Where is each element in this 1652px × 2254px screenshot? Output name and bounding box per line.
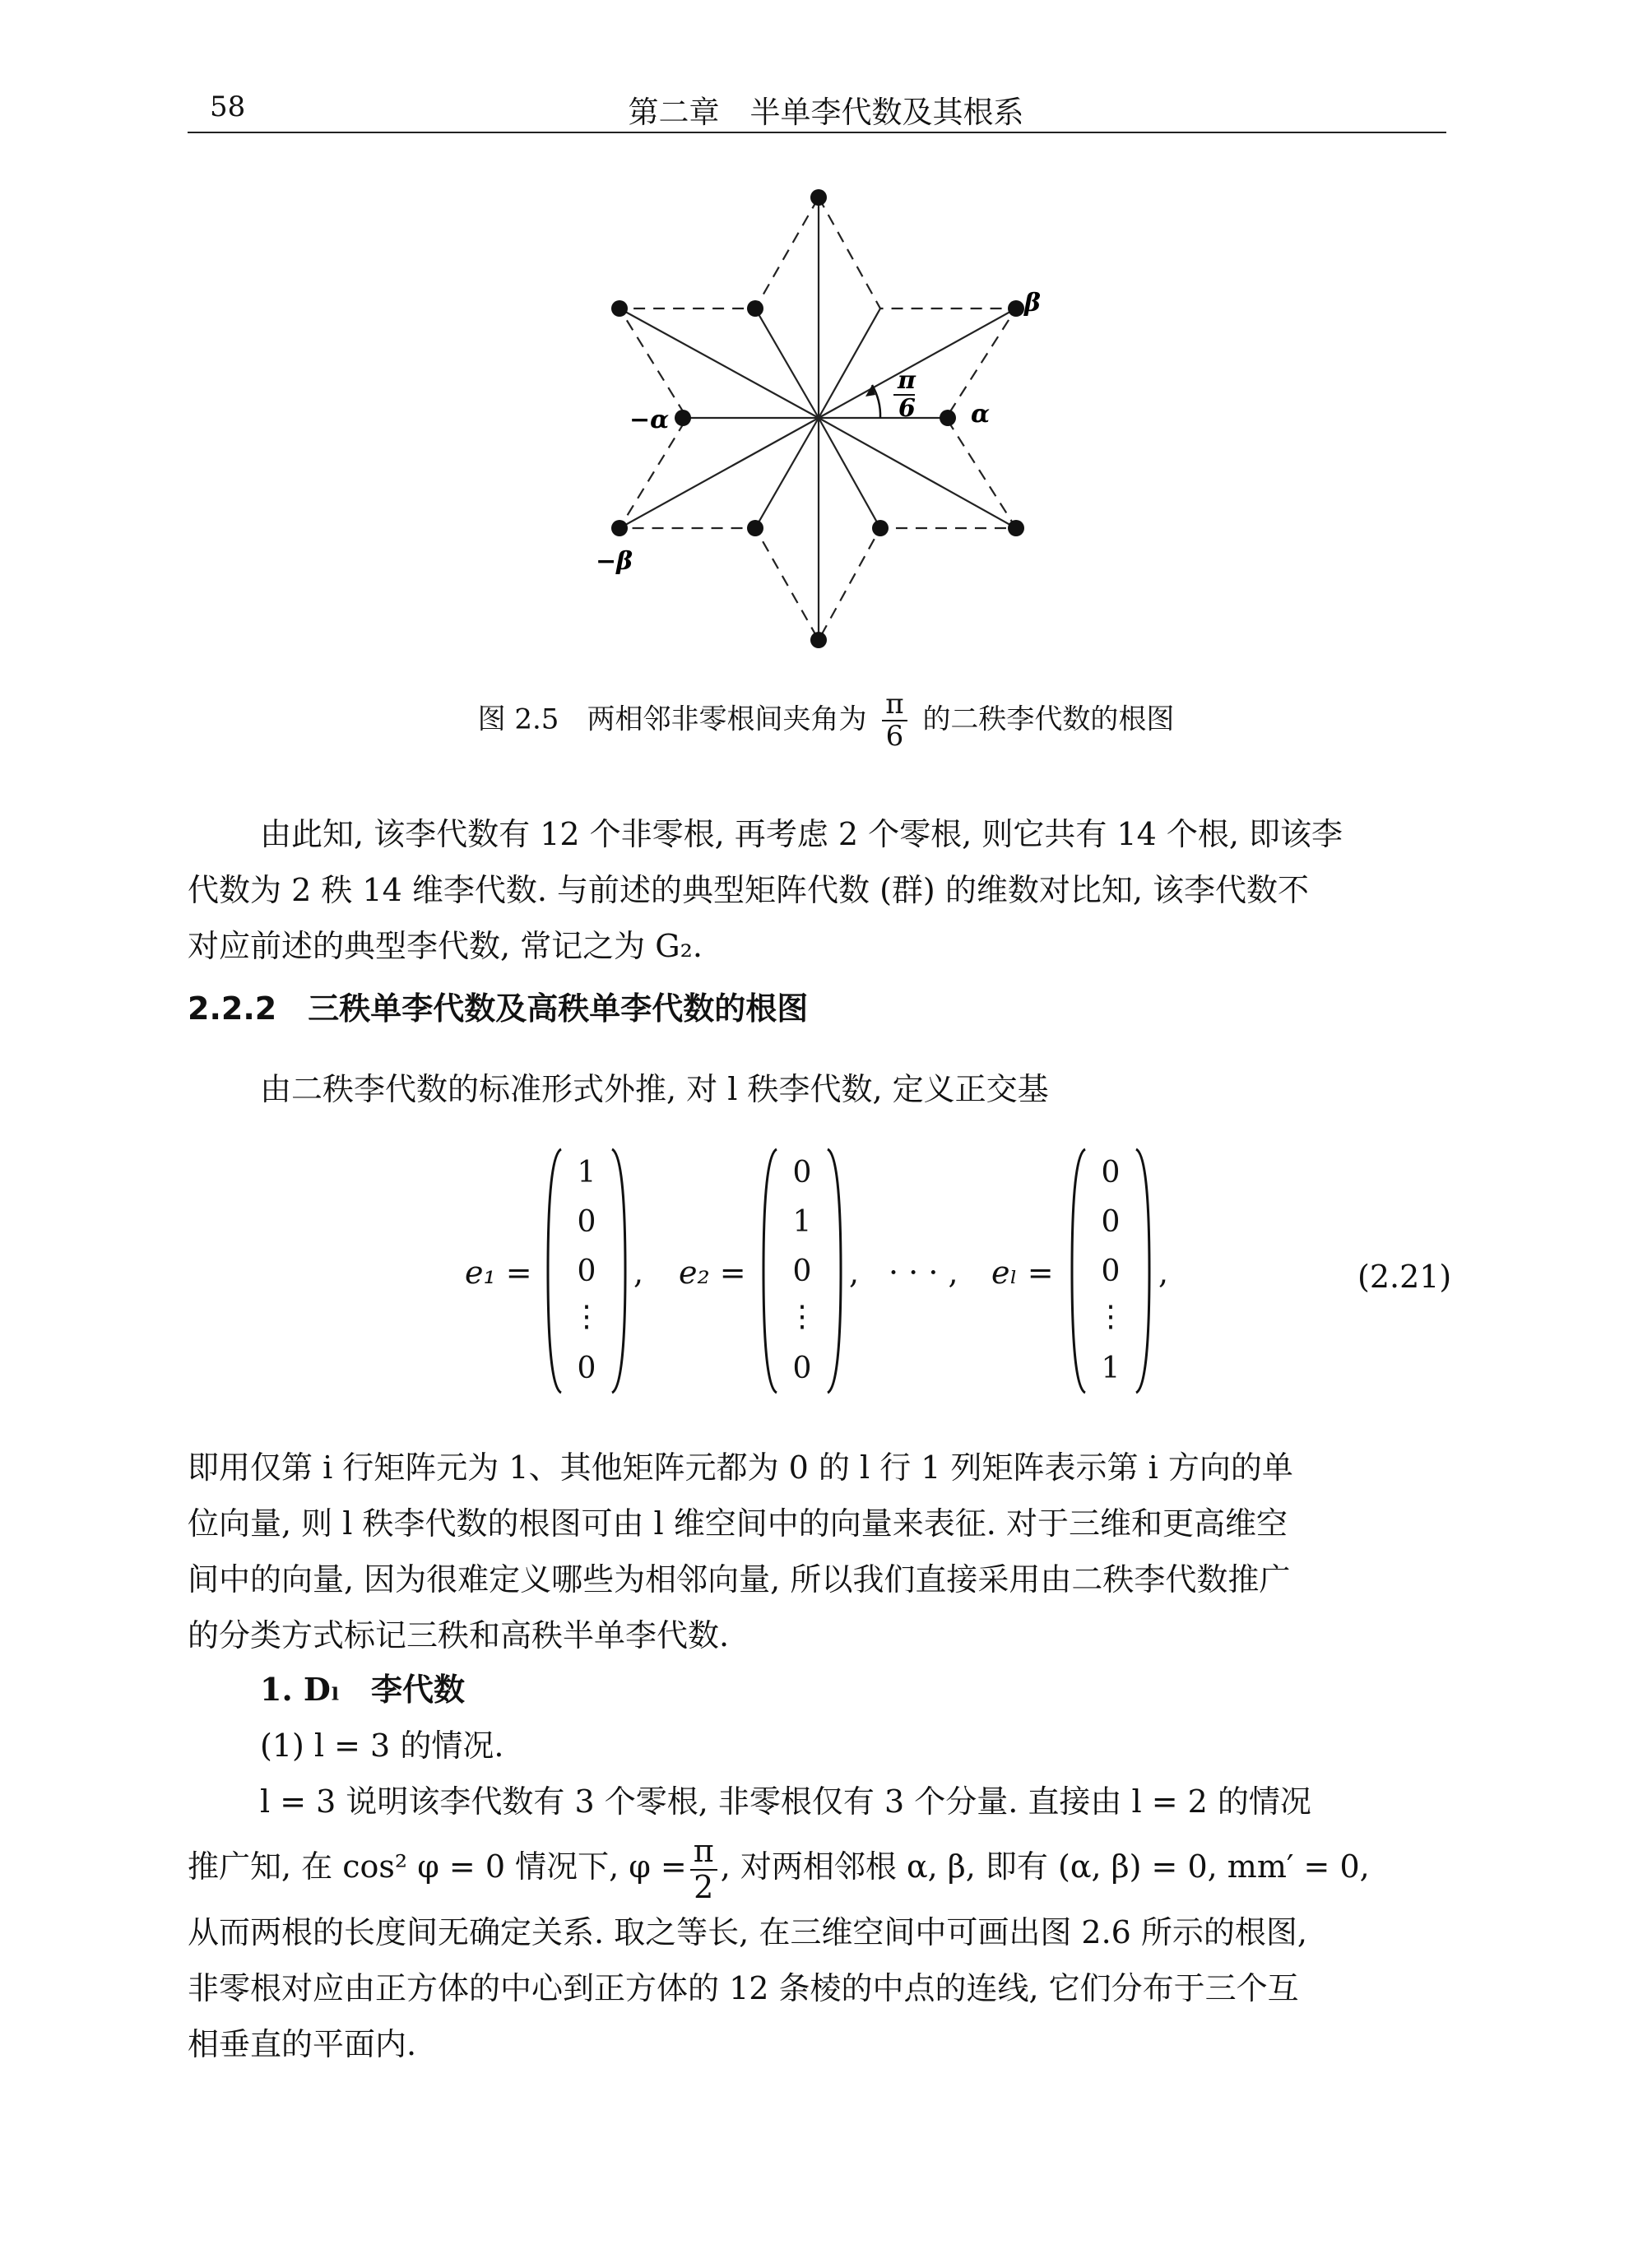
figure-caption <box>0 689 1652 753</box>
root-point <box>810 632 827 648</box>
root-point <box>940 410 956 426</box>
equation-number: (2.21) <box>1357 1259 1452 1295</box>
paragraph-1: 由此知, 该李代数有 12 个非零根, 再考虑 2 个零根, 则它共有 14 个根, 即该李 代数为 2 秩 14 维李代数. 与前述的典型矩阵代数 (群) 的维数对比知, 该李代数不 对应前述的典型李代数, 常记之为 G₂. <box>188 816 1343 964</box>
e2-label: e₂ = <box>679 1255 746 1291</box>
label-alpha: α <box>971 400 991 429</box>
running-header: 第二章 半单李代数及其根系 <box>628 95 1024 130</box>
label-beta: β <box>1024 289 1041 318</box>
label-neg-beta: −β <box>596 547 633 576</box>
caption-suffix: 的二秩李代数的根图 <box>922 703 1175 736</box>
root-point <box>810 189 827 206</box>
header-rule <box>188 132 1446 133</box>
angle-label-num: π <box>898 366 916 395</box>
page-number: 58 <box>210 90 246 123</box>
caption-fraction: $\frac{\pi}{6}$ <box>882 689 907 753</box>
root-point <box>611 300 628 317</box>
root-point <box>747 300 763 317</box>
el-label: eₗ = <box>991 1255 1054 1291</box>
root-point <box>747 520 763 536</box>
angle-label-den: 6 <box>898 394 916 423</box>
item-1-heading: 1. Dₗ 李代数 <box>260 1671 465 1708</box>
dots: · · · , <box>889 1255 958 1291</box>
e1-label: e₁ = <box>465 1255 532 1291</box>
paragraph-2: 由二秩李代数的标准形式外推, 对 l 秩李代数, 定义正交基 <box>260 1071 1049 1107</box>
root-point <box>872 520 889 536</box>
root-point <box>675 410 691 426</box>
paragraph-3: 即用仅第 i 行矩阵元为 1、其他矩阵元都为 0 的 l 行 1 列矩阵表示第 i 方向的单 位向量, 则 l 秩李代数的根图可由 l 维空间中的向量来表征. 对于三维和更高维空 间中的向量, 因为很难定义哪些为相邻向量, 所以我们直接采用由二秩李代数推广 的分类方式标记三秩和高秩半单李代数. <box>188 1449 1293 1653</box>
root-point <box>1008 300 1024 317</box>
vector-el: 0 0 0 ⋮ 1 <box>1074 1148 1148 1394</box>
item-1-sub: (1) l = 3 的情况. <box>260 1728 504 1764</box>
vector-e1: 1 0 0 ⋮ 0 <box>550 1148 624 1394</box>
root-point <box>1008 520 1024 536</box>
para4-line2: 推广知, 在 cos² φ = 0 情况下, φ = $\frac{\pi}{2}$ , 对两相邻根 α, β, 即有 (α, β) = 0, mm′ = 0, <box>188 1832 1370 1905</box>
root-point <box>611 520 628 536</box>
label-neg-alpha: −α <box>629 406 670 434</box>
caption-prefix: 图 2.5 两相邻非零根间夹角为 <box>477 703 867 736</box>
paragraph-4: l = 3 说明该李代数有 3 个零根, 非零根仅有 3 个分量. 直接由 l = 2 的情况 推广知, 在 cos² φ = 0 情况下, φ = $\frac{\pi}{2}$ , 对两相邻根 α, β, 即有 (α, β) = 0, mm′ = 0, 从而两根的长度间无确定关系. 取之等长, 在三维空间中可画出图 2.6 所示的根图, 非零根对应由正方体的中心到正方体的 12 条棱的中点的连线, 它们分布于三个互 相垂直的平面内. <box>188 1774 1446 2072</box>
section-heading: 2.2.2 三秩单李代数及高秩单李代数的根图 <box>188 990 809 1027</box>
root-diagram-figure <box>576 181 1041 666</box>
equation-2-21: e₁ = 1 0 0 ⋮ 0 , e₂ = 0 1 0 ⋮ 0 , · · · , eₗ = 0 0 0 ⋮ 1 , (2.21) <box>0 0 1652 2254</box>
vector-e2: 0 1 0 ⋮ 0 <box>765 1148 839 1394</box>
